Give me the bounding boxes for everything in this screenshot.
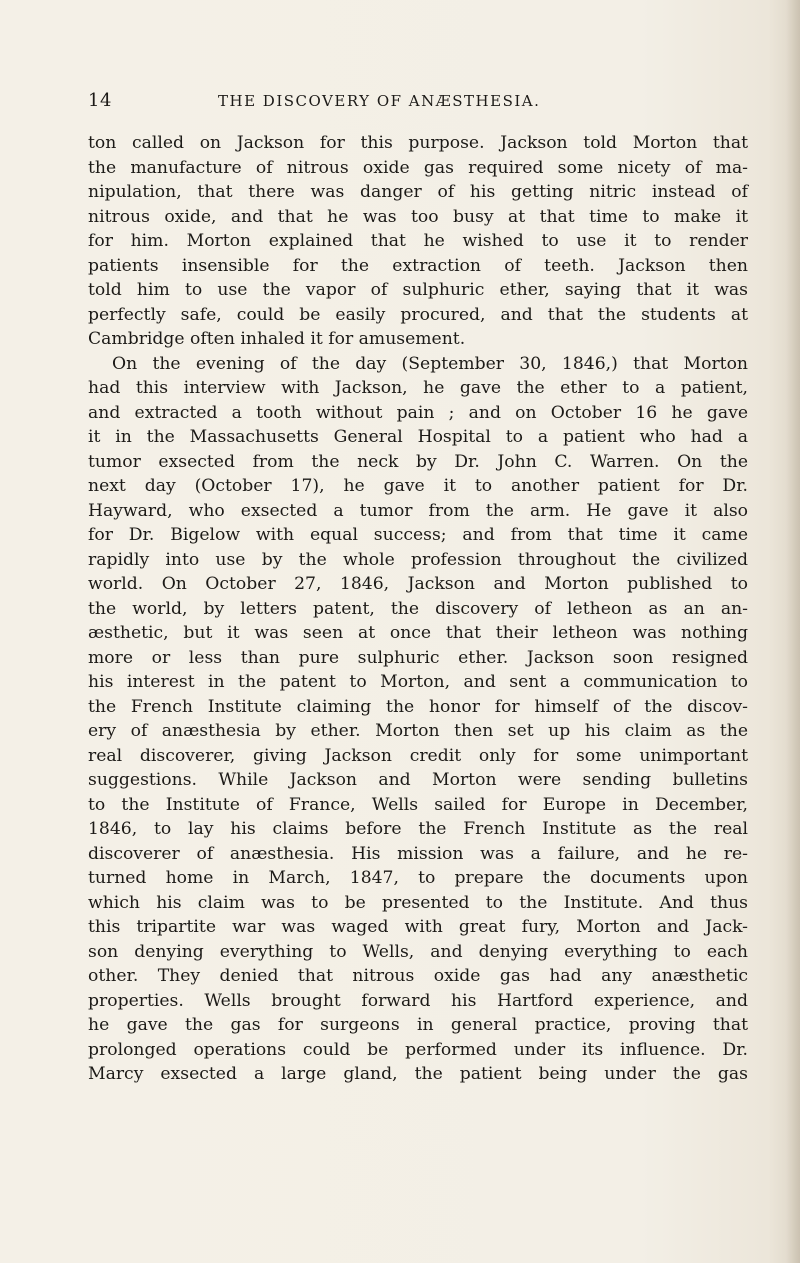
page-number: 14	[88, 90, 112, 111]
page-header	[88, 90, 743, 118]
text-line: æsthetic, but it was seen at once that their letheon was nothing	[88, 623, 748, 643]
text-line: discoverer of anæsthesia. His mission was a failure, and he re-	[88, 843, 748, 864]
text-line: more or less than pure sulphuric ether. Jackson soon resigned	[88, 647, 748, 668]
text-line: properties. Wells brought forward his Hartford experience, and	[88, 990, 748, 1011]
text-line: the French Institute claiming the honor for himself of the discov-	[88, 696, 748, 717]
paragraph-end-line: Cambridge often inhaled it for amusement.	[88, 329, 466, 349]
text-line: patients insensible for the extraction of teeth. Jackson then	[88, 255, 748, 276]
text-line: turned home in March, 1847, to prepare the documents upon	[88, 868, 748, 888]
paragraph-start-line: On the evening of the day (September 30, 1846,) that Morton	[112, 353, 748, 374]
text-line: he gave the gas for surgeons in general practice, proving that	[88, 1015, 748, 1035]
text-line: tumor exsected from the neck by Dr. John C. Warren. On the	[88, 451, 748, 472]
text-line: told him to use the vapor of sulphuric ether, saying that it was	[88, 280, 748, 300]
text-line: nitrous oxide, and that he was too busy at that time to make it	[88, 206, 748, 227]
text-line: 1846, to lay his claims before the French Institute as the real	[88, 819, 748, 839]
text-line: nipulation, that there was danger of his getting nitric instead of	[88, 182, 748, 202]
text-line: the manufacture of nitrous oxide gas required some nicety of ma-	[88, 157, 748, 178]
body-text	[88, 131, 748, 1087]
text-line: real discoverer, giving Jackson credit only for some unimportant	[88, 745, 748, 766]
page-edge-shadow	[786, 0, 800, 1263]
text-line: had this interview with Jackson, he gave the ether to a patient,	[88, 378, 748, 398]
text-line: ton called on Jackson for this purpose. Jackson told Morton that	[88, 133, 748, 153]
text-line: prolonged operations could be performed under its influence. Dr.	[88, 1039, 748, 1060]
text-line: rapidly into use by the whole profession throughout the civilized	[88, 549, 748, 570]
running-head: THE DISCOVERY OF ANÆSTHESIA.	[218, 92, 541, 110]
text-line: other. They denied that nitrous oxide gas had any anæsthetic	[88, 966, 748, 986]
text-line: world. On October 27, 1846, Jackson and Morton published to	[88, 574, 748, 594]
text-line: and extracted a tooth without pain ; and on October 16 he gave	[88, 402, 748, 423]
text-line: ery of anæsthesia by ether. Morton then set up his claim as the	[88, 721, 748, 741]
text-line: son denying everything to Wells, and denying everything to each	[88, 941, 748, 962]
text-line: next day (October 17), he gave it to another patient for Dr.	[88, 476, 748, 496]
text-line: which his claim was to be presented to the Institute. And thus	[88, 892, 748, 913]
text-line: it in the Massachusetts General Hospital to a patient who had a	[88, 427, 748, 447]
text-line: Marcy exsected a large gland, the patient being under the gas	[88, 1064, 748, 1084]
text-line: perfectly safe, could be easily procured, and that the students at	[88, 304, 748, 325]
text-line: for Dr. Bigelow with equal success; and from that time it came	[88, 525, 748, 545]
text-line: this tripartite war was waged with great fury, Morton and Jack-	[88, 917, 748, 937]
text-line: the world, by letters patent, the discovery of letheon as an an-	[88, 598, 748, 619]
text-line: Hayward, who exsected a tumor from the arm. He gave it also	[88, 500, 748, 521]
text-line: his interest in the patent to Morton, and sent a communication to	[88, 672, 748, 692]
text-line: to the Institute of France, Wells sailed for Europe in December,	[88, 794, 748, 815]
text-line: for him. Morton explained that he wished to use it to render	[88, 231, 748, 251]
text-line: suggestions. While Jackson and Morton were sending bulletins	[88, 770, 748, 790]
